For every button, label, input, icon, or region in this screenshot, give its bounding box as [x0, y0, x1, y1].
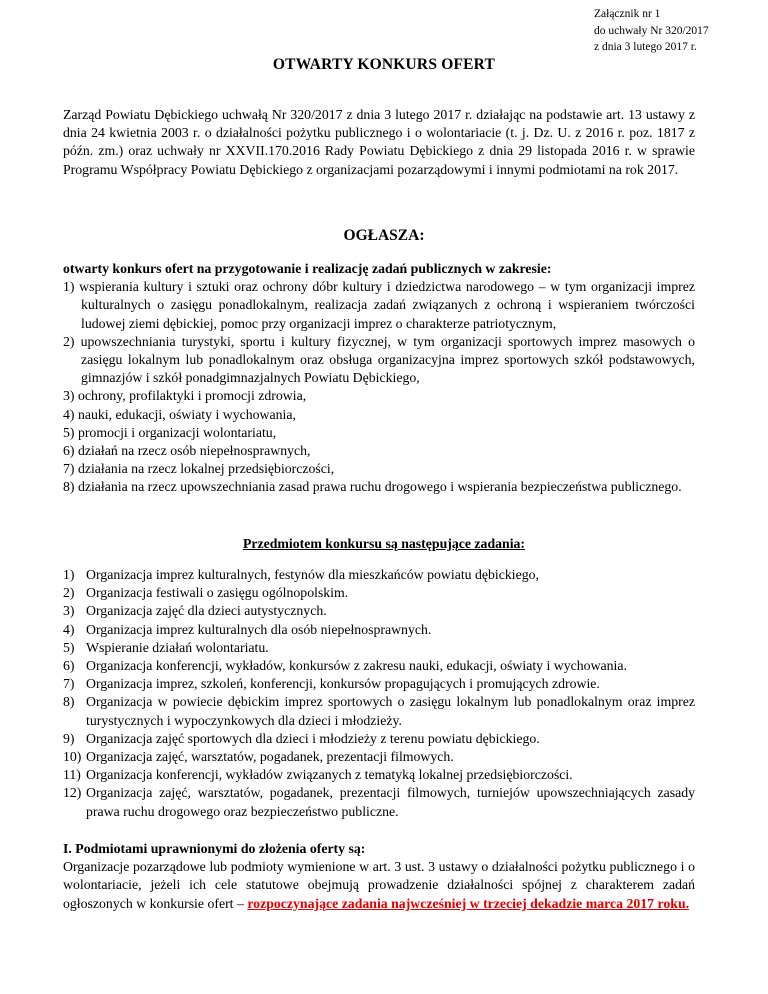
task-item	[63, 621, 695, 639]
task-item	[63, 657, 695, 675]
task-text: Organizacja zajęć dla dzieci autystycznych.	[86, 603, 327, 619]
scope-item: 1) wspierania kultury i sztuki oraz ochrony dóbr kultury i dziedzictwa narodowego – w tym organizacji imprez kulturalnych o zasięgu ponadlokalnym, realizacja zadań związanych z ochroną i wspieraniem twórczości ludowej ziemi dębickiej, pomoc przy organizacji imprez o charakterze patriotycznym,	[63, 279, 695, 331]
task-number: 6)	[63, 658, 75, 674]
tasks-list	[63, 566, 695, 821]
scope-item: 5) promocji i organizacji wolontariatu,	[63, 424, 277, 440]
annex-line-3: z dnia 3 lutego 2017 r.	[594, 41, 697, 53]
task-text: Organizacja imprez kulturalnych dla osób niepełnosprawnych.	[86, 621, 432, 637]
task-item	[63, 693, 695, 729]
scope-lead: otwarty konkurs ofert na przygotowanie i realizację zadań publicznych w zakresie:	[63, 261, 552, 276]
tasks-section	[63, 566, 695, 821]
annex-line-1: Załącznik nr 1	[594, 8, 661, 20]
task-number: 9)	[63, 730, 75, 746]
task-item	[63, 784, 695, 820]
task-number: 7)	[63, 676, 75, 692]
task-number: 2)	[63, 585, 75, 601]
scope-list	[63, 278, 695, 496]
announce-heading: OGŁASZA:	[343, 227, 425, 244]
section-1-body-text: Organizacje pozarządowe lub podmioty wymienione w art. 3 ust. 3 ustawy o działalności pożytku publicznego i o wolontariacie, jeżeli ich cele statutowe obejmują prowadzenie działalności spójnej z charakterem zadań ogłoszonych w konkursie ofert –	[63, 859, 695, 911]
scope-item: 3) ochrony, profilaktyki i promocji zdrowia,	[63, 388, 307, 404]
annex-line-2: do uchwały Nr 320/2017	[594, 24, 709, 37]
task-number: 5)	[63, 639, 75, 655]
scope-item: 8) działania na rzecz upowszechniania zasad prawa ruchu drogowego i wspierania bezpieczeństwa publicznego.	[63, 479, 682, 495]
task-item	[63, 675, 695, 693]
task-item	[63, 566, 695, 584]
task-text: Organizacja imprez kulturalnych, festynów dla mieszkańców powiatu dębickiego,	[86, 567, 539, 582]
scope-section	[63, 260, 695, 497]
task-item	[63, 584, 695, 602]
task-text: Wspieranie działań wolontariatu.	[86, 639, 269, 655]
scope-item: 4) nauki, edukacji, oświaty i wychowania,	[63, 406, 296, 422]
task-number: 11)	[63, 767, 81, 783]
task-item	[63, 639, 695, 657]
task-text: Organizacja konferencji, wykładów, konkursów z zakresu nauki, edukacji, oświaty i wychowania.	[86, 658, 627, 674]
task-text: Organizacja imprez, szkoleń, konferencji, konkursów propagujących i promujących zdrowie.	[86, 676, 600, 692]
task-number: 1)	[63, 567, 75, 582]
scope-item: 2) upowszechniania turystyki, sportu i kultury fizycznej, w tym organizacji sportowych imprez masowych o zasięgu lokalnym lub ponadlokalnym oraz obsługa organizacyjna imprez sportowych szkół podstawowych, gimnazjów i szkół ponadgimnazjalnych Powiatu Dębickiego,	[63, 333, 695, 386]
task-number: 3)	[63, 603, 75, 619]
task-item	[63, 748, 695, 766]
task-text: Organizacja zajęć, warsztatów, pogadanek, prezentacji filmowych.	[86, 749, 454, 765]
annex-note	[594, 6, 709, 56]
scope-item: 7) działania na rzecz lokalnej przedsiębiorczości,	[63, 461, 335, 477]
task-text: Organizacja festiwali o zasięgu ogólnopolskim.	[86, 585, 349, 601]
task-number: 12)	[63, 785, 82, 801]
task-text: Organizacja zajęć sportowych dla dzieci i młodzieży z terenu powiatu dębickiego.	[86, 730, 540, 746]
scope-item: 6) działań na rzecz osób niepełnosprawnych,	[63, 443, 311, 459]
document-title: OTWARTY KONKURS OFERT	[272, 56, 496, 73]
task-item	[63, 602, 695, 620]
subject-heading: Przedmiotem konkursu są następujące zadania:	[242, 536, 526, 551]
task-number: 8)	[63, 694, 75, 710]
section-1-heading: I. Podmiotami uprawnionymi do złożenia oferty są:	[63, 841, 366, 856]
task-item	[63, 730, 695, 748]
task-text: Organizacja w powiecie dębickim imprez sportowych o zasięgu lokalnym lub ponadlokalnym oraz imprez turystycznych i wypoczynkowych dla dzieci i młodzieży.	[86, 694, 695, 728]
task-number: 10)	[63, 749, 82, 765]
task-text: Organizacja konferencji, wykładów związanych z tematyką lokalnej przedsiębiorczości.	[86, 767, 573, 783]
start-date-highlight: rozpoczynające zadania najwcześniej w trzeciej dekadzie marca 2017 roku.	[247, 895, 690, 911]
task-text: Organizacja zajęć, warsztatów, pogadanek, prezentacji filmowych, turniejów upowszechniających zasady prawa ruchu drogowego oraz bezpieczeństwo publiczne.	[86, 785, 695, 819]
section-eligible-entities	[63, 840, 695, 913]
section-1-body	[63, 858, 695, 913]
intro-paragraph: Zarząd Powiatu Dębickiego uchwałą Nr 320/2017 z dnia 3 lutego 2017 r. działając na podstawie art. 13 ustawy z dnia 24 kwietnia 2003 r. o działalności pożytku publicznego i o wolontariacie (t. j. Dz. U. z 2016 r. poz. 1817 z późn. zm.) oraz uchwały nr XXVII.170.2016 Rady Powiatu Dębickiego z dnia 29 listopada 2016 r. w sprawie Programu Współpracy Powiatu Dębickiego z organizacjami pozarządowymi i innymi podmiotami na rok 2017.	[63, 107, 695, 177]
task-number: 4)	[63, 621, 75, 637]
task-item	[63, 766, 695, 784]
